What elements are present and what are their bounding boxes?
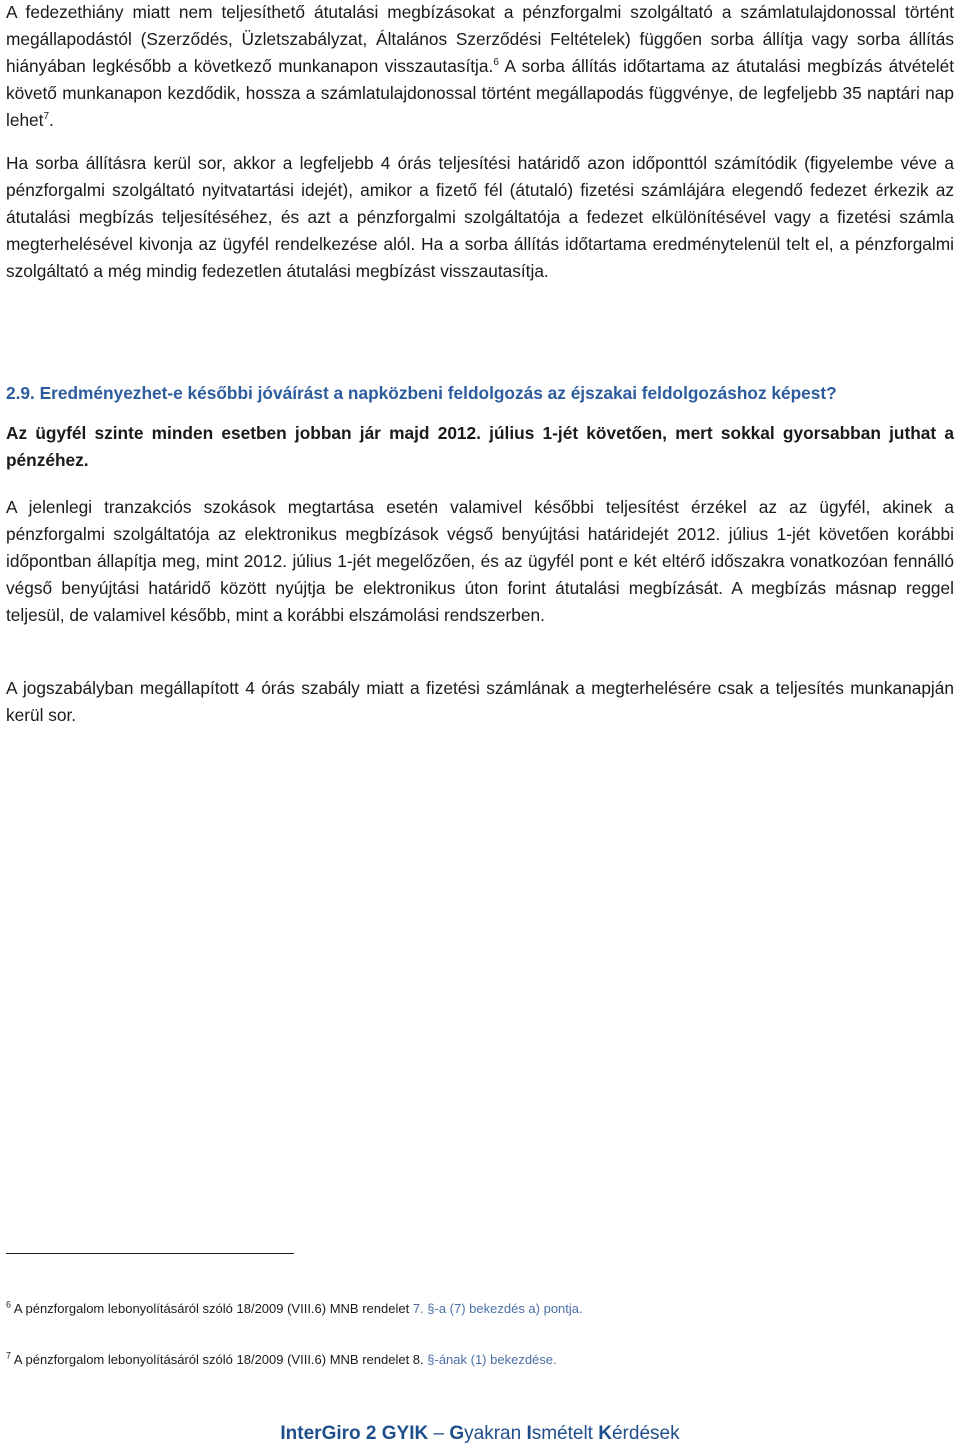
footnote-7 (6, 1351, 954, 1369)
footnote-ref-7[interactable]: 7 (43, 111, 50, 123)
footer-initial-g: G (449, 1423, 465, 1444)
paragraph-queueing-text-c: . (49, 110, 54, 130)
footer-word-2: smételt (531, 1423, 599, 1444)
paragraph-transaction-habits: A jelenlegi tranzakciós szokások megtartása esetén valamivel későbbi teljesítést érzékel az az ügyfél, akinek a pénzforgalmi szolgáltatója az elektronikus megbízások végső benyújtási határidejét 2012. július 1-jét követően korábbi időpontban állapítja meg, mint 2012. július 1-jét megelőzően, és az ügyfél pont e két eltérő időszakra vonatkozóan fennálló végső benyújtási határidő között nyújtja be elektronikus úton forint átutalási megbízását. A megbízás másnap reggel teljesül, de valamivel később, mint a korábbi elszámolási rendszerben. (6, 497, 954, 625)
section-heading: 2.9. Eredményezhet-e későbbi jóváírást a napközbeni feldolgozás az éjszakai feldolgozáshoz képest? (6, 383, 837, 403)
footer-word-1: yakran (464, 1423, 527, 1444)
footnote-7-text: A pénzforgalom lebonyolításáról szóló 18/2009 (VIII.6) MNB rendelet 8. (13, 1352, 428, 1367)
footnote-7-number: 7 (6, 1350, 12, 1361)
answer-heading: Az ügyfél szinte minden esetben jobban jár majd 2012. július 1-jét követően, mert sokkal gyorsabban juthat a pénzéhez. (6, 423, 954, 470)
footnote-separator (6, 1253, 294, 1254)
footer-initial-k: K (598, 1423, 612, 1444)
page-footer (6, 1421, 954, 1447)
footnote-6-number: 6 (6, 1299, 12, 1310)
footnote-ref-6[interactable]: 6 (493, 57, 499, 69)
paragraph-queueing-text-a: A fedezethiány miatt nem teljesíthető átutalási megbízásokat a pénzforgalmi szolgáltató a számlatulajdonossal történt megállapodástól (Szerződés, Üzletszabályzat, Általános Szerződési Feltételek) függően sorba állítja vagy sorba állítás hiányában legkésőbb a következő munkanapon visszautasítja. (6, 2, 954, 76)
paragraph-queueing-text-b: A sorba állítás időtartama az átutalási megbízás átvételét követő munkanapon kezdődik, hossza a számlatulajdonossal történt megállapodás függvénye, de legfeljebb 35 naptári nap lehet (6, 56, 954, 130)
footer-word-3: érdések (611, 1423, 680, 1444)
footer-dash: – (428, 1423, 450, 1444)
footnote-6 (6, 1300, 954, 1318)
paragraph-four-hour-rule: A jogszabályban megállapított 4 órás szabály miatt a fizetési számlának a megterhelésére csak a teljesítés munkanapján kerül sor. (6, 678, 954, 725)
paragraph-queueing (6, 0, 954, 134)
footer-initial-i: I (526, 1423, 532, 1444)
footnote-7-link[interactable]: §-ának (1) bekezdése. (427, 1352, 557, 1367)
paragraph-queue-deadline: Ha sorba állításra kerül sor, akkor a legfeljebb 4 órás teljesítési határidő azon időponttól számítódik (figyelembe véve a pénzforgalmi szolgáltató nyitvatartási idejét), amikor a fizető fél (átutaló) fizetési számlájára elegendő fedezet érkezik az átutalási megbízás teljesítéséhez, és azt a pénzforgalmi szolgáltatója a fedezet elkülönítésével vagy a fizetési számla megterhelésével kivonja az ügyfél rendelkezése alól. Ha a sorba állítás időtartama eredménytelenül telt el, a pénzforgalmi szolgáltató a még mindig fedezetlen átutalási megbízást visszautasítja. (6, 153, 954, 281)
footer-brand: InterGiro 2 GYIK (280, 1423, 429, 1444)
footnote-6-text: A pénzforgalom lebonyolításáról szóló 18/2009 (VIII.6) MNB rendelet (13, 1301, 413, 1316)
footnote-6-link[interactable]: 7. §-a (7) bekezdés a) pontja. (412, 1301, 583, 1316)
